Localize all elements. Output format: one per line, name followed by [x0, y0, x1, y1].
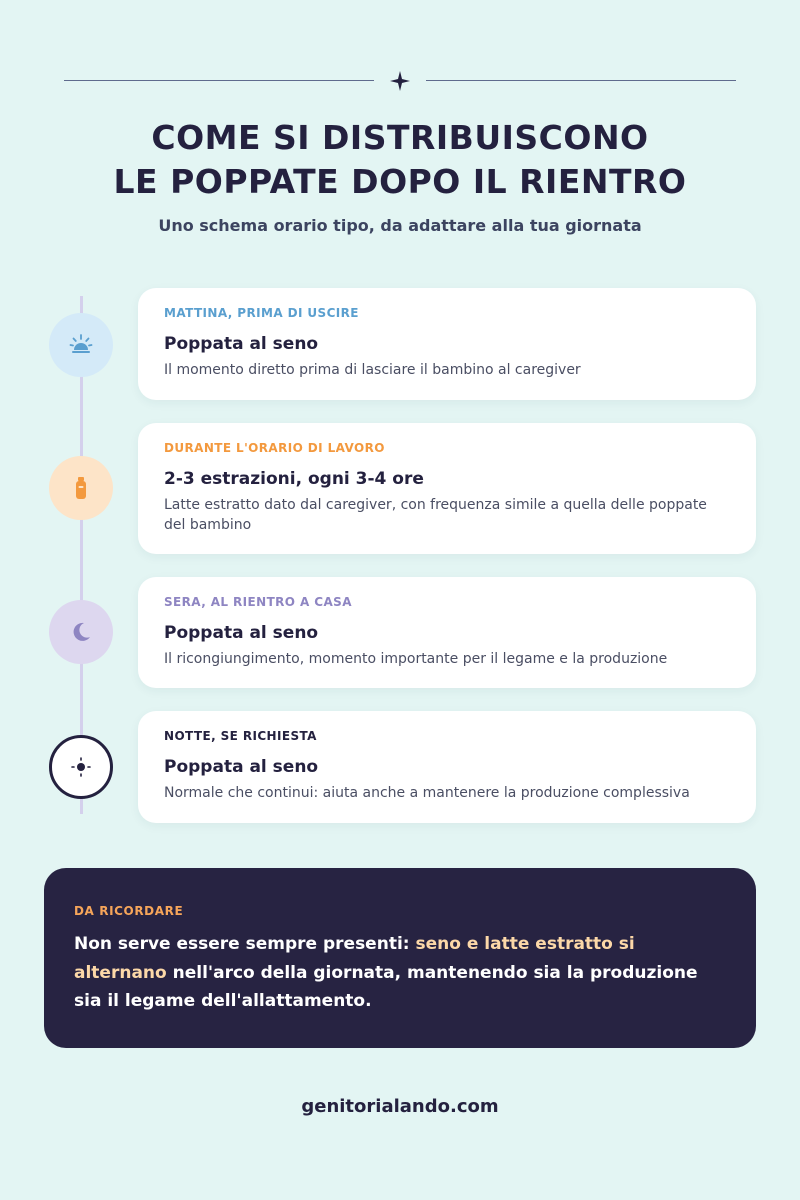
card-kicker: DURANTE L'ORARIO DI LAVORO	[164, 441, 385, 455]
ornament-line-left	[64, 80, 374, 81]
card-description: Latte estratto dato dal caregiver, con frequenza simile a quella delle poppate del bambino	[164, 497, 707, 533]
night-star-icon	[68, 754, 94, 780]
title-line-1: COME SI DISTRIBUISCONO	[151, 118, 649, 157]
card-heading: Poppata al seno	[164, 757, 319, 777]
reminder-highlight: seno e latte estratto si alternano	[74, 934, 635, 983]
timeline-node-night	[49, 735, 113, 799]
timeline-card-night	[138, 711, 756, 823]
moon-icon	[68, 619, 94, 645]
sparkle-icon	[389, 70, 411, 92]
header-ornament	[64, 70, 736, 92]
page-title	[0, 116, 800, 204]
timeline-node-work	[49, 456, 113, 520]
reminder-text	[74, 930, 726, 1016]
timeline-node-morning	[49, 313, 113, 377]
card-description: Il momento diretto prima di lasciare il bambino al caregiver	[164, 362, 581, 378]
timeline-card-work	[138, 423, 756, 554]
ornament-line-right	[426, 80, 736, 81]
card-heading: 2-3 estrazioni, ogni 3-4 ore	[164, 469, 424, 489]
reminder-box	[44, 868, 756, 1048]
footer-site: genitorialando.com	[301, 1096, 499, 1117]
timeline-card-morning	[138, 288, 756, 400]
timeline-card-evening	[138, 577, 756, 688]
card-heading: Poppata al seno	[164, 623, 319, 643]
card-kicker: NOTTE, SE RICHIESTA	[164, 729, 317, 743]
card-kicker: MATTINA, PRIMA DI USCIRE	[164, 306, 359, 320]
title-line-2: LE POPPATE DOPO IL RIENTRO	[113, 162, 687, 201]
card-kicker: SERA, AL RIENTRO A CASA	[164, 595, 352, 609]
bottle-icon	[68, 475, 94, 501]
card-description: Normale che continui: aiuta anche a mantenere la produzione complessiva	[164, 785, 690, 801]
card-description: Il ricongiungimento, momento importante per il legame e la produzione	[164, 651, 668, 667]
sunrise-icon	[68, 332, 94, 358]
page-subtitle: Uno schema orario tipo, da adattare alla tua giornata	[158, 216, 642, 235]
reminder-text-start: Non serve essere sempre presenti:	[74, 934, 416, 954]
card-heading: Poppata al seno	[164, 334, 319, 354]
timeline-node-evening	[49, 600, 113, 664]
reminder-label: DA RICORDARE	[74, 904, 184, 918]
reminder-text-end: nell'arco della giornata, mantenendo sia la produzione sia il legame dell'allattamento.	[74, 962, 698, 1011]
